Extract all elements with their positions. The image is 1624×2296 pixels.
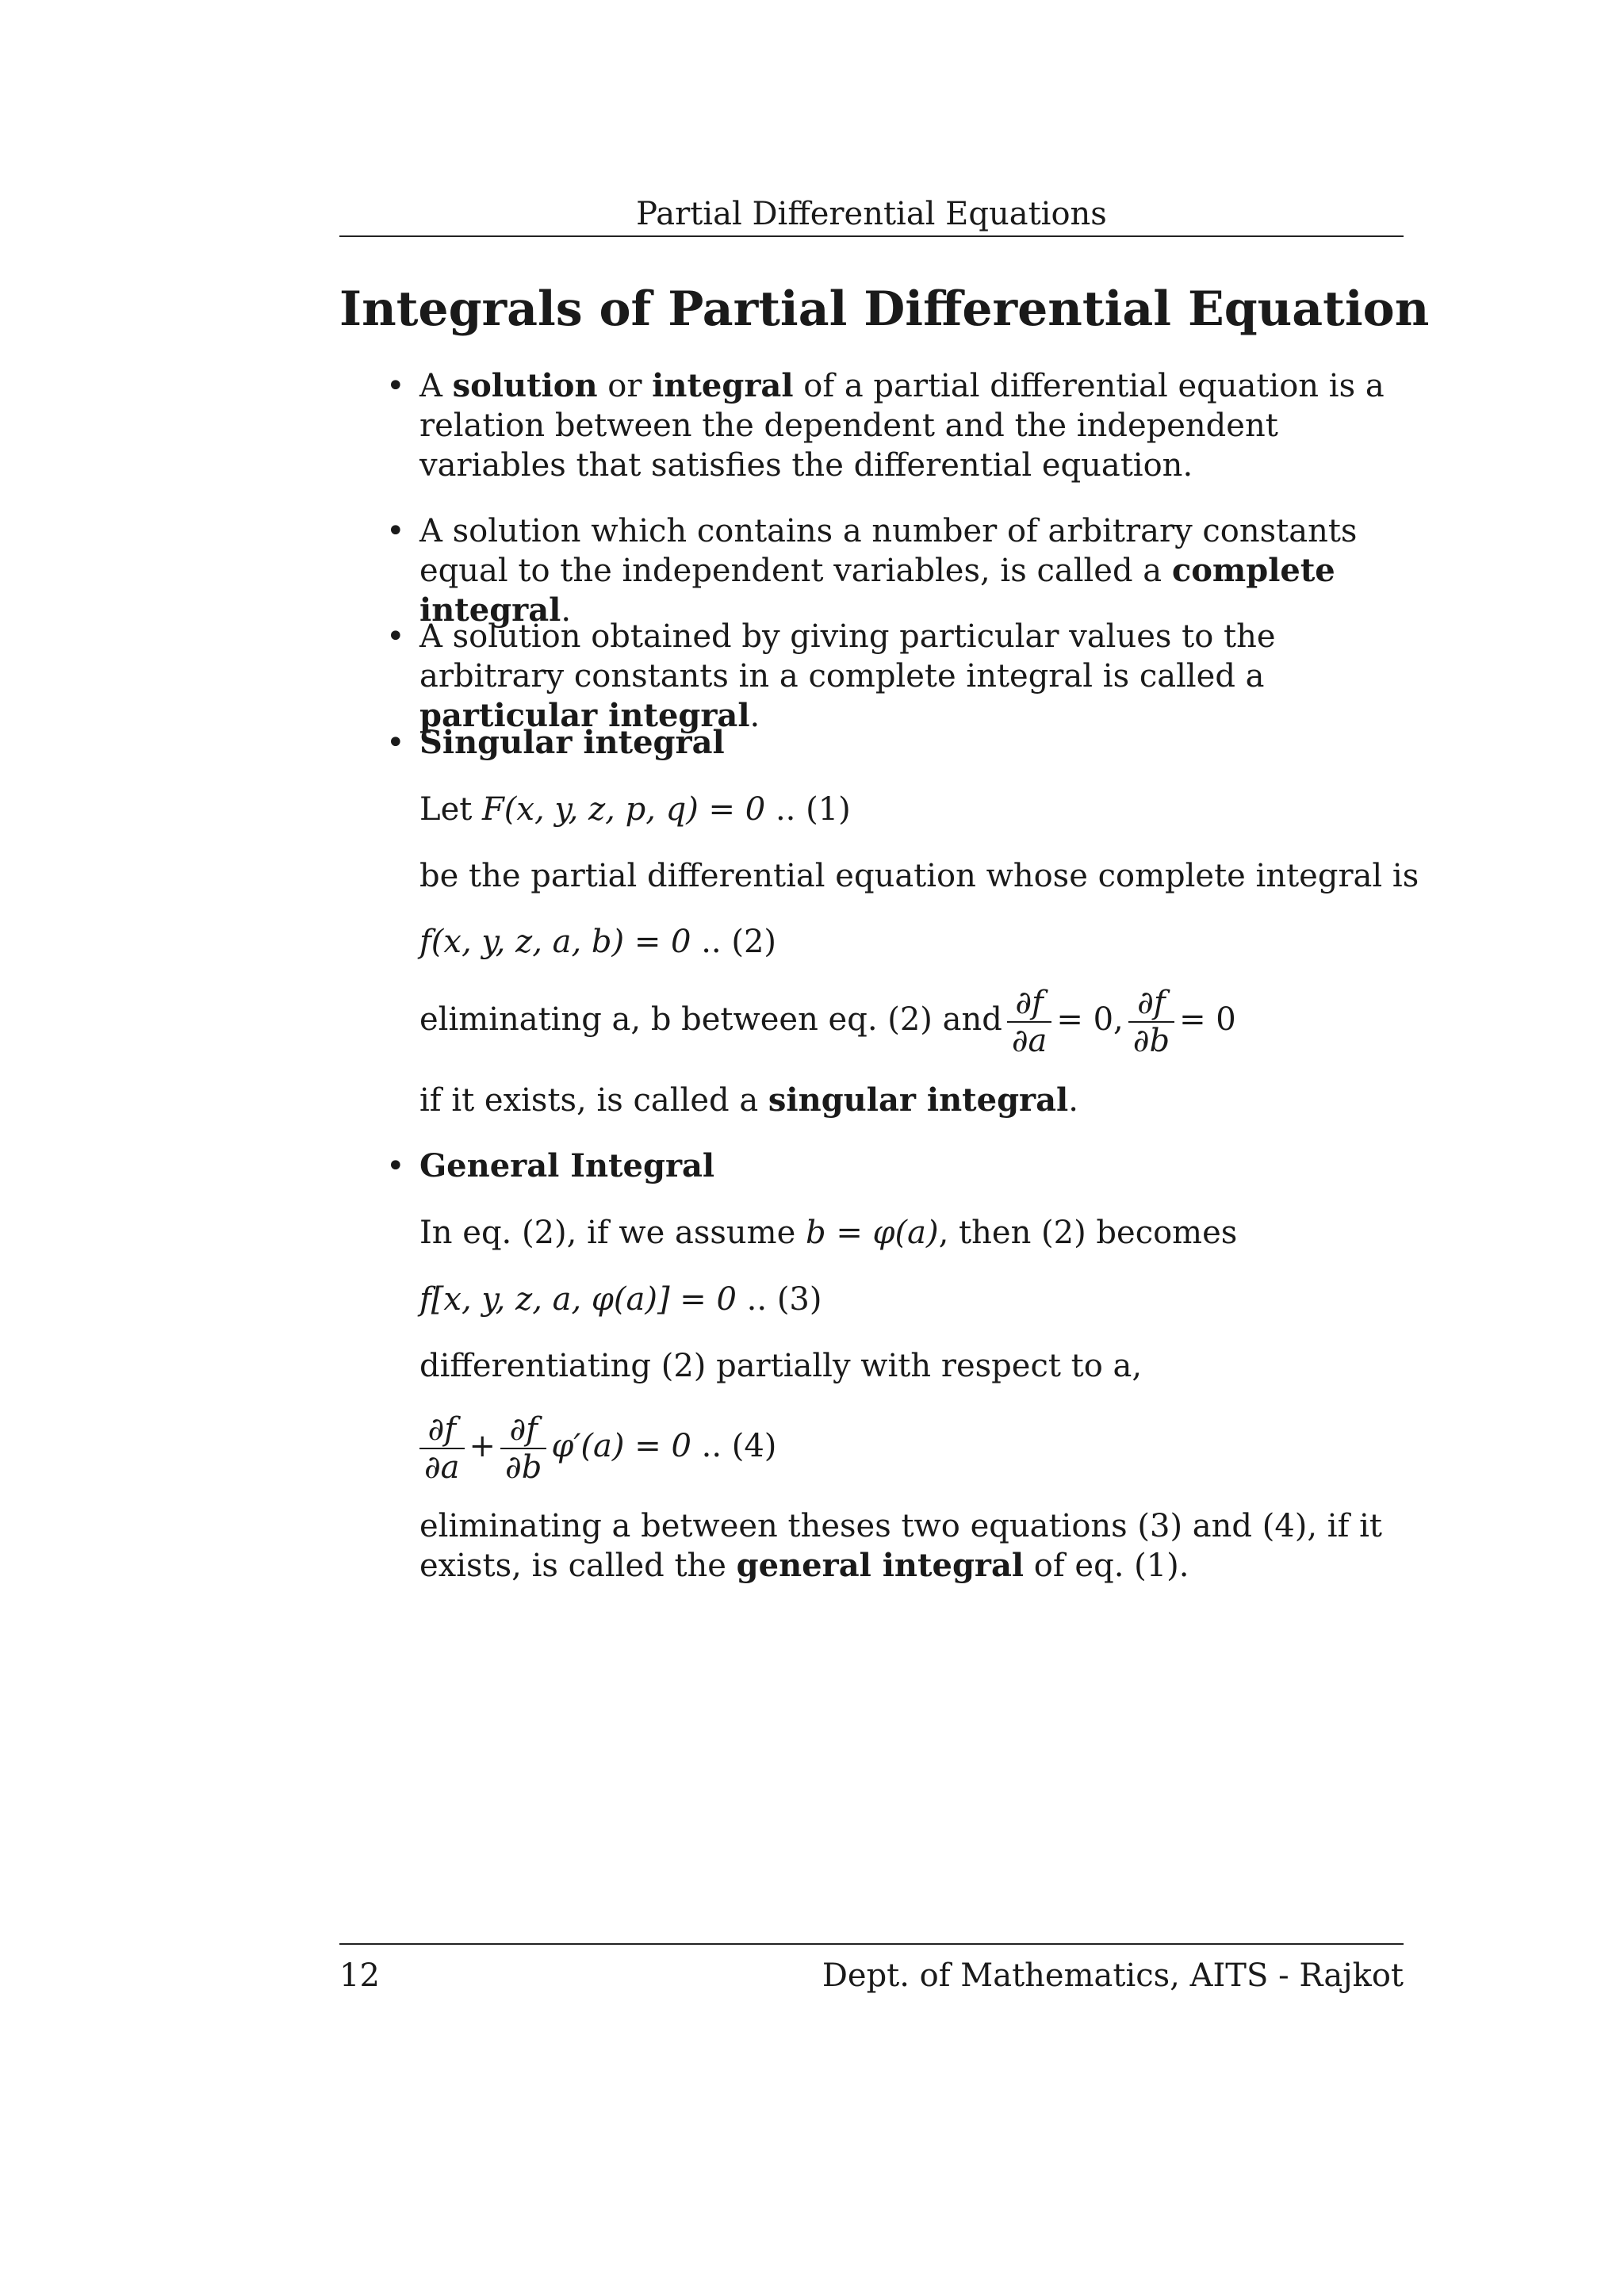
eq4-partial-f-a-fraction: $\frac{\partial f}{\partial a}$	[419, 1411, 465, 1486]
header-rule	[339, 235, 1404, 237]
bullet-5-marker: •	[386, 1148, 405, 1184]
equation-1: Let F(x, y, z, p, q) = 0 .. (1)	[419, 791, 851, 828]
bullet-2-text: A solution which contains a number of arbitrary constants equal to the independent variables, is called a complete integral.	[419, 513, 1358, 629]
page-number: 12	[339, 1957, 380, 1994]
partial-f-b-fraction: $\frac{\partial f}{\partial b}$	[1128, 985, 1174, 1059]
bullet-1-text: A solution or integral of a partial differential equation is a relation between the dependent and the independent variables that satisfies the differential equation.	[419, 367, 1385, 484]
footer-rule	[339, 1943, 1404, 1945]
singular-integral-heading: Singular integral	[419, 724, 725, 761]
assume-sentence: In eq. (2), if we assume b = φ(a), then (2) becomes	[419, 1215, 1238, 1251]
bullet-3-marker: •	[386, 618, 405, 655]
bullet-3-text: A solution obtained by giving particular values to the arbitrary constants in a complete integral is called a particular integral.	[419, 618, 1276, 734]
elimination-equation: eliminating a, b between eq. (2) and $\frac{\partial f}{\partial a}$ = 0, $\frac{\partial f}{\partial b}$ = 0	[419, 985, 1236, 1059]
general-integral-heading: General Integral	[419, 1147, 715, 1184]
equation-3: f[x, y, z, a, φ(a)] = 0 .. (3)	[419, 1281, 822, 1318]
equation-4: $\frac{\partial f}{\partial a}$ + $\frac{\partial f}{\partial b}$ φ′(a) = 0 .. (4)	[415, 1408, 776, 1486]
bullet-4-marker: •	[386, 725, 405, 761]
general-integral-sentence: eliminating a between theses two equations (3) and (4), if it exists, is called the general integral of eq. (1).	[419, 1508, 1382, 1584]
bullet-1-marker: •	[386, 368, 405, 404]
complete-integral-sentence: be the partial differential equation whose complete integral is	[419, 858, 1419, 894]
footer-department: Dept. of Mathematics, AITS - Rajkot	[822, 1957, 1404, 1994]
eq4-partial-f-b-fraction: $\frac{\partial f}{\partial b}$	[500, 1411, 546, 1486]
differentiating-sentence: differentiating (2) partially with respect to a,	[419, 1348, 1143, 1384]
running-header: Partial Differential Equations	[636, 196, 1107, 232]
equation-2: f(x, y, z, a, b) = 0 .. (2)	[419, 924, 777, 960]
section-title: Integrals of Partial Differential Equation	[339, 281, 1430, 337]
bullet-2-marker: •	[386, 513, 405, 549]
partial-f-a-fraction: $\frac{\partial f}{\partial a}$	[1007, 985, 1052, 1059]
singular-integral-sentence: if it exists, is called a singular integral.	[419, 1081, 1078, 1119]
